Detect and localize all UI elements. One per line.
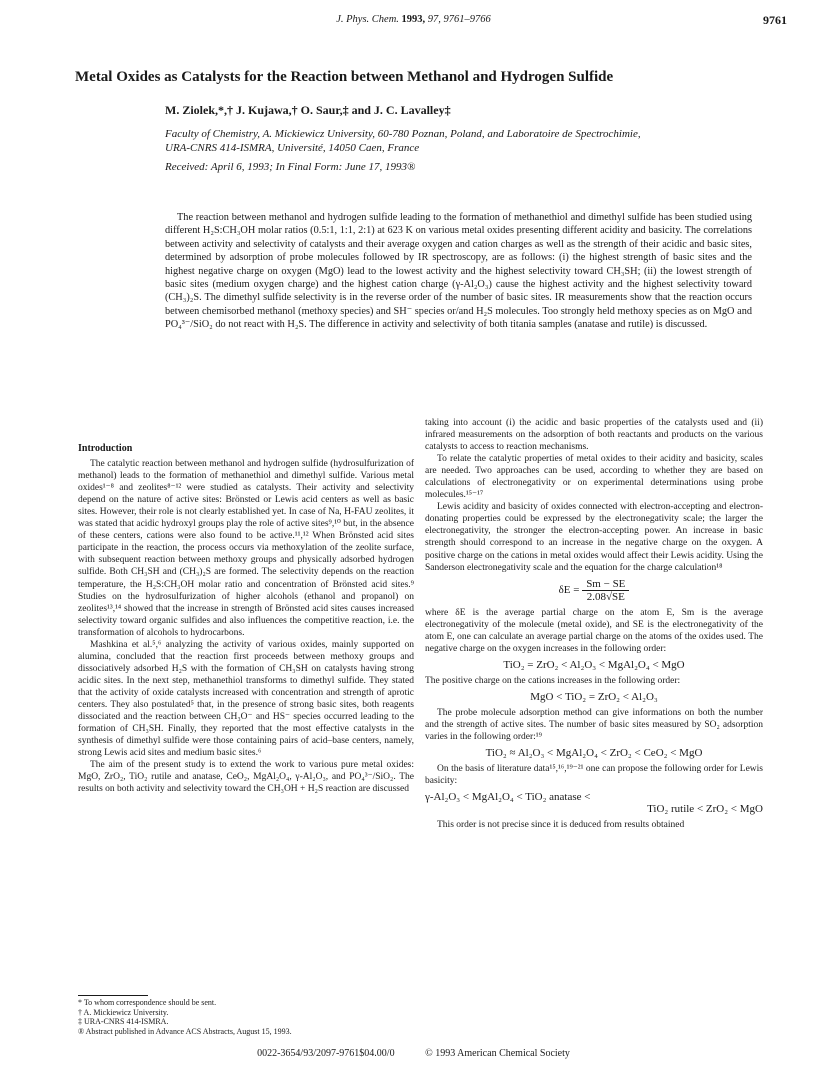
journal-name: J. Phys. Chem. bbox=[336, 14, 399, 25]
paragraph: This order is not precise since it is deduced from results obtained bbox=[437, 820, 685, 831]
article-title: Metal Oxides as Catalysts for the Reaction between Methanol and Hydrogen Sulfide bbox=[75, 69, 614, 85]
footnote: * To whom correspondence should be sent. bbox=[78, 998, 217, 1007]
left-column bbox=[78, 443, 414, 795]
footnote: † A. Mickiewicz University. bbox=[78, 1007, 169, 1017]
page-footer bbox=[0, 1048, 827, 1059]
order-basic-sites: TiO₂ ≈ Al₂O₃ < MgAl₂O₄ < ZrO₂ < CeO₂ < MgO bbox=[485, 747, 703, 760]
paragraph: To relate the catalytic properties of metal oxides to their acidity and basicity, scales are needed. Two approaches can be used, according to whether they are based on calculations of electronegativity or on experimental determinations using probe molecules.¹⁵⁻¹⁷ bbox=[425, 454, 763, 501]
order-cation-charge: MgO < TiO₂ = ZrO₂ < Al₂O₃ bbox=[530, 690, 658, 703]
affiliation-line-1: Faculty of Chemistry, A. Mickiewicz University, 60-780 Poznan, Poland, and Laboratoire de Spectrochimie, bbox=[165, 128, 641, 140]
paragraph: On the basis of literature data¹⁵,¹⁶,¹⁹⁻²¹ one can propose the following order for Lewis basicity: bbox=[425, 764, 763, 787]
paragraph: where δE is the average partial charge on the atom E, Sm is the average electronegativity of the molecule (metal oxide), and SE is the electronegativity of the atom E, one can calculate an average partial charge on the atoms of the oxides used. The negative charge on the oxygen increases in the following order: bbox=[425, 607, 763, 654]
paragraph: taking into account (i) the acidic and basic properties of the catalysts used and (ii) infrared measurements on the adsorption of both reactants and products on the various catalysts to access to reaction mechanisms. bbox=[425, 418, 763, 453]
paragraph: Mashkina et al.⁵,⁶ analyzing the activity of various oxides, mainly supported on alumina, concluded that the reaction first proceeds between methoxy groups and dissociatively adsorbed H₂S with the formation of CH₃SH on catalysts having strong acidic sites. In the next step, methanethiol transforms to dimethyl sulfide. They stated that the activity of oxide catalysts increased with concentration and strength of aprotic centers. They also postulated⁵ that, in the presence of strong basic sites, both reagents dissociated and the reaction between CH₃O⁻ and HS⁻ species occurred leading to the formation of CH₃SH. Finally, they reported that the most effective catalysts in the synthesis of dimethyl sulfide were those containing pairs of acid–base centers, namely, strong Lewis acid sites and medium basic sites.⁶ bbox=[78, 639, 414, 759]
received-dates: Received: April 6, 1993; In Final Form: June 17, 1993® bbox=[165, 161, 416, 173]
equation-lhs: δE = bbox=[558, 583, 580, 596]
article-code: 0022-3654/93/2097-9761$04.00/0 bbox=[257, 1048, 395, 1059]
footnote: ® Abstract published in Advance ACS Abstracts, August 15, 1993. bbox=[78, 1026, 292, 1036]
paragraph: The positive charge on the cations increases in the following order: bbox=[425, 675, 681, 686]
equation-fraction bbox=[582, 578, 629, 603]
equation-numerator: Sm − SE bbox=[582, 578, 629, 591]
order-oxygen-charge: TiO₂ = ZrO₂ < Al₂O₃ < MgAl₂O₄ < MgO bbox=[503, 658, 685, 671]
journal-volume-pages: 97, 9761–9766 bbox=[427, 14, 491, 25]
order-lewis-basicity-line-2: TiO₂ rutile < ZrO₂ < MgO bbox=[647, 803, 763, 816]
affiliation-line-2: URA-CNRS 414-ISMRA, Université, 14050 Caen, France bbox=[165, 142, 420, 154]
copyright: © 1993 American Chemical Society bbox=[425, 1048, 570, 1059]
abstract-text: The reaction between methanol and hydrogen sulfide leading to the formation of methanethiol and dimethyl sulfide has been studied using different H₂S:CH₃OH molar ratios (0.5:1, 1:1, 2:1) at 623 K on various metal oxides presenting different acidity and basicity. The correlations between activity and selectivity of catalysts and their average oxygen and cation charges as well as the strength of their acidic and basic sites, determined by adsorption of probe molecules followed by IR spectroscopy, are as follows: (i) the highest strength of basic sites and the highest negative charge on oxygen (MgO) lead to the lowest activity and the highest selectivity toward CH₃SH; (ii) the lowest strength of basic sites (medium oxygen charge) and the highest cation charge (γ-Al₂O₃) cause the highest activity and the highest selectivity toward (CH₃)₂S. The dimethyl sulfide selectivity is in the reverse order of the number of basic sites. IR measurements show that the reaction occurs between chemisorbed methanol (methoxy species) and SH⁻ species or/and H₂S molecules. Too strongly held methoxy species as on MgO and PO₄³⁻/SiO₂ do not react with H₂S. The difference in activity and selectivity of both titania samples (anatase and rutile) is discussed. bbox=[165, 212, 752, 331]
running-header bbox=[0, 14, 827, 25]
footnote-rule bbox=[78, 995, 148, 996]
abstract bbox=[165, 211, 752, 332]
equation-denominator: 2.08√SE bbox=[586, 590, 625, 603]
author-list: M. Ziolek,*,† J. Kujawa,† O. Saur,‡ and J. C. Lavalley‡ bbox=[165, 103, 451, 117]
affiliation bbox=[165, 127, 765, 155]
paragraph: The probe molecule adsorption method can give informations on both the number and the strength of active sites. The number of basic sites measured by SO₂ adsorption varies in the following order:¹⁹ bbox=[425, 708, 763, 743]
footnote: ‡ URA-CNRS 414-ISMRA. bbox=[78, 1017, 169, 1027]
paragraph: The aim of the present study is to extend the work to various pure metal oxides: MgO, ZrO₂, TiO₂ rutile and anatase, CeO₂, MgAl₂O₄, γ-Al₂O₃, and PO₄³⁻/SiO₂. The results on both activity and selectivity toward the CH₃OH + H₂S reaction are discussed bbox=[78, 760, 414, 795]
paragraph: Lewis acidity and basicity of oxides connected with electron-accepting and electron-donating properties could be expressed by the electronegativity scale; the larger the electronegativity, the stronger the electron-accepting power. An increase in basic strength should correspond to an increase in the negative charge on the oxygen. A positive charge on the cations in metal oxides would affect their Lewis acidity. Using the Sanderson electronegativity scale and the equation for the charge calculation¹⁸ bbox=[425, 502, 763, 573]
paragraph: The catalytic reaction between methanol and hydrogen sulfide (hydrosulfurization of methanol) leads to the formation of methanethiol and dimethyl sulfide. Various metal oxides¹⁻⁸ and zeolites⁸⁻¹² were studied as catalysts. Their activity and selectivity depend on the nature of active sites: Brönsted or Lewis acid centers as well as basic sites. However, their role is not clearly established yet. In case of Na, H-FAU zeolites, it was stated that acidic hydroxyl groups play the role of active sites⁹,¹⁰ but, in the absence of these centers, cations were also found to be active.¹¹,¹² When Brönsted acid sites participate in the reaction, the process occurs via methoxylation of the zeolite surface, with subsequent reaction between methoxy groups and physically adsorbed hydrogen sulfide. Both CH₃SH and (CH₃)₂S are formed. The selectivity depends on the reaction temperature, the H₂S:CH₃OH molar ratio and concentration of Brönsted acid sites.⁹ Studies on the hydrosulfurization of higher alcohols (ethanol and propanol) on zeolites¹³,¹⁴ showed that the increase in strength of Brönsted acid sites causes increased selectivity toward organic sulfides and also influences the competitive reaction, i.e. the transformation of alcohols to hydrocarbons. bbox=[78, 459, 414, 638]
order-lewis-basicity-line-1: γ-Al₂O₃ < MgAl₂O₄ < TiO₂ anatase < bbox=[425, 791, 591, 804]
section-heading-introduction: Introduction bbox=[78, 443, 133, 454]
page-number: 9761 bbox=[763, 13, 787, 27]
footnotes bbox=[78, 998, 414, 1036]
charge-equation bbox=[425, 578, 763, 603]
right-column bbox=[425, 417, 763, 831]
journal-year: 1993, bbox=[401, 14, 426, 25]
